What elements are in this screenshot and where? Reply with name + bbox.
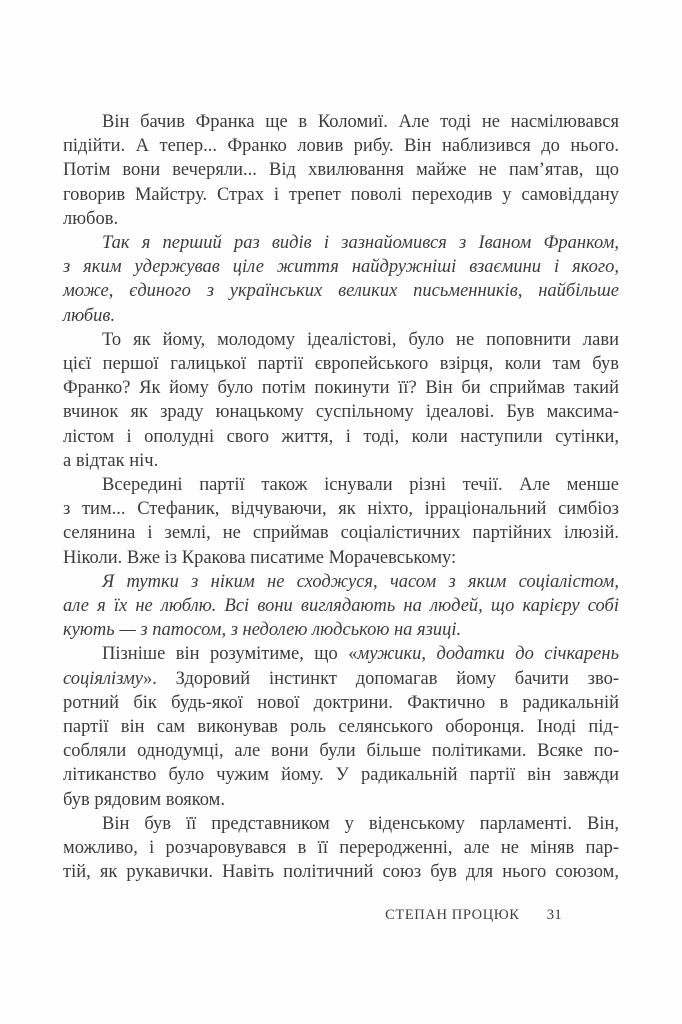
text-segment: То як йому, молодому ідеалістові, було не поповнити лави (102, 329, 619, 350)
text-segment: Потім вони вечеряли... Від хвилювання майже не пам’ятав, що (63, 160, 619, 181)
text-segment: Франко? Як йому було потім покинути її? Він би сприймав такий (63, 378, 619, 399)
text-segment-italic: соціялізму (63, 668, 143, 689)
text-line (63, 376, 619, 400)
page-footer (385, 907, 562, 924)
text-segment: цієї першої галицької партії європейського взірця, коли там був (63, 354, 619, 375)
text-segment: Ніколи. Вже із Кракова писатиме Морачевському: (63, 547, 457, 568)
text-segment: з тим... Стефаник, відчуваючи, як ніхто, ірраціональний симбіоз (63, 499, 619, 520)
text-segment: любов. (63, 208, 119, 229)
text-segment-italic: Я тутки з ніким не сходжуся, часом з яким соціалістом, (102, 571, 619, 592)
text-line (63, 183, 619, 207)
text-line (63, 279, 619, 303)
text-segment: був рядовим вояком. (63, 789, 226, 810)
text-segment: селянина і землі, не сприймав соціалістичних партійних ілюзій. (63, 523, 619, 544)
text-line (63, 763, 619, 787)
text-line (63, 449, 619, 473)
text-line (63, 158, 619, 182)
text-line (63, 788, 619, 812)
text-segment: вчинок як зраду юнацькому суспільному ідеалові. Був максима- (63, 402, 619, 423)
text-segment: Він був її представником у віденському парламенті. Він, (102, 813, 619, 834)
text-segment-italic: з яким удержував ціле життя найдружніші взаємини і якого, (63, 257, 619, 278)
text-line (63, 134, 619, 158)
text-line (63, 352, 619, 376)
text-segment-italic: може, єдиного з українських великих письменників, найбільше (63, 281, 619, 302)
text-segment-italic: але я їх не люблю. Всі вони виглядають на людей, що карієру собі (63, 596, 619, 617)
running-footer-author: СТЕПАН ПРОЦЮК (385, 907, 520, 923)
text-line (63, 860, 619, 884)
text-line (63, 570, 619, 594)
text-segment: Всередині партії також існували різні течії. Але менше (102, 475, 619, 496)
page-number: 31 (546, 907, 562, 923)
text-segment: ротний бік будь-якої нової доктрини. Фактично в радикальній (63, 692, 619, 713)
text-line (63, 255, 619, 279)
text-line (63, 715, 619, 739)
text-segment: Він бачив Франка ще в Коломиї. Але тоді не насмілювався (102, 112, 619, 132)
text-segment: літиканство було чужим йому. У радикальній партії він завжди (63, 765, 619, 786)
text-line (63, 812, 619, 836)
text-segment-italic: Так я перший раз видів і зазнайомився з Іваном Франком, (102, 233, 619, 254)
text-segment-italic: мужики, додатки до січкарень (357, 644, 619, 665)
text-line (63, 231, 619, 255)
text-line (63, 546, 619, 570)
text-segment: тій, як рукавички. Навіть політичний союз був для нього союзом, (63, 862, 619, 883)
text-line (63, 207, 619, 231)
text-segment: а відтак ніч. (63, 450, 159, 471)
text-line (63, 497, 619, 521)
text-segment: підійти. А тепер... Франко ловив рибу. Він наблизився до нього. (63, 136, 619, 157)
text-segment: говорив Майстру. Страх і трепет поволі переходив у самовіддану (63, 184, 619, 205)
text-segment: Пізніше він розумітиме, що « (102, 644, 358, 665)
text-segment: можливо, і розчаровувався в її переродженні, але не міняв пар- (63, 838, 619, 859)
text-line (63, 691, 619, 715)
text-segment-italic: любив. (63, 305, 116, 326)
text-segment: лістом і ополудні свого життя, і тоді, коли наступили сутінки, (63, 426, 619, 447)
text-line (63, 594, 619, 618)
text-line (63, 739, 619, 763)
text-line (63, 836, 619, 860)
text-line (63, 400, 619, 424)
body-text (63, 110, 619, 885)
text-line (63, 110, 619, 134)
text-line (63, 667, 619, 691)
text-line (63, 473, 619, 497)
text-line (63, 304, 619, 328)
text-line (63, 521, 619, 545)
text-line (63, 642, 619, 666)
text-line (63, 618, 619, 642)
text-line (63, 328, 619, 352)
text-segment: ». Здоровий інстинкт допомагав йому бачити зво- (142, 668, 619, 689)
text-line (63, 425, 619, 449)
text-segment: собляли однодумці, але вони були більше політиками. Всяке по- (63, 741, 619, 762)
text-segment-italic: кують — з патосом, з недолею людською на язиці. (63, 620, 462, 641)
text-segment: партії він сам виконував роль селянського оборонця. Іноді під- (63, 717, 619, 738)
